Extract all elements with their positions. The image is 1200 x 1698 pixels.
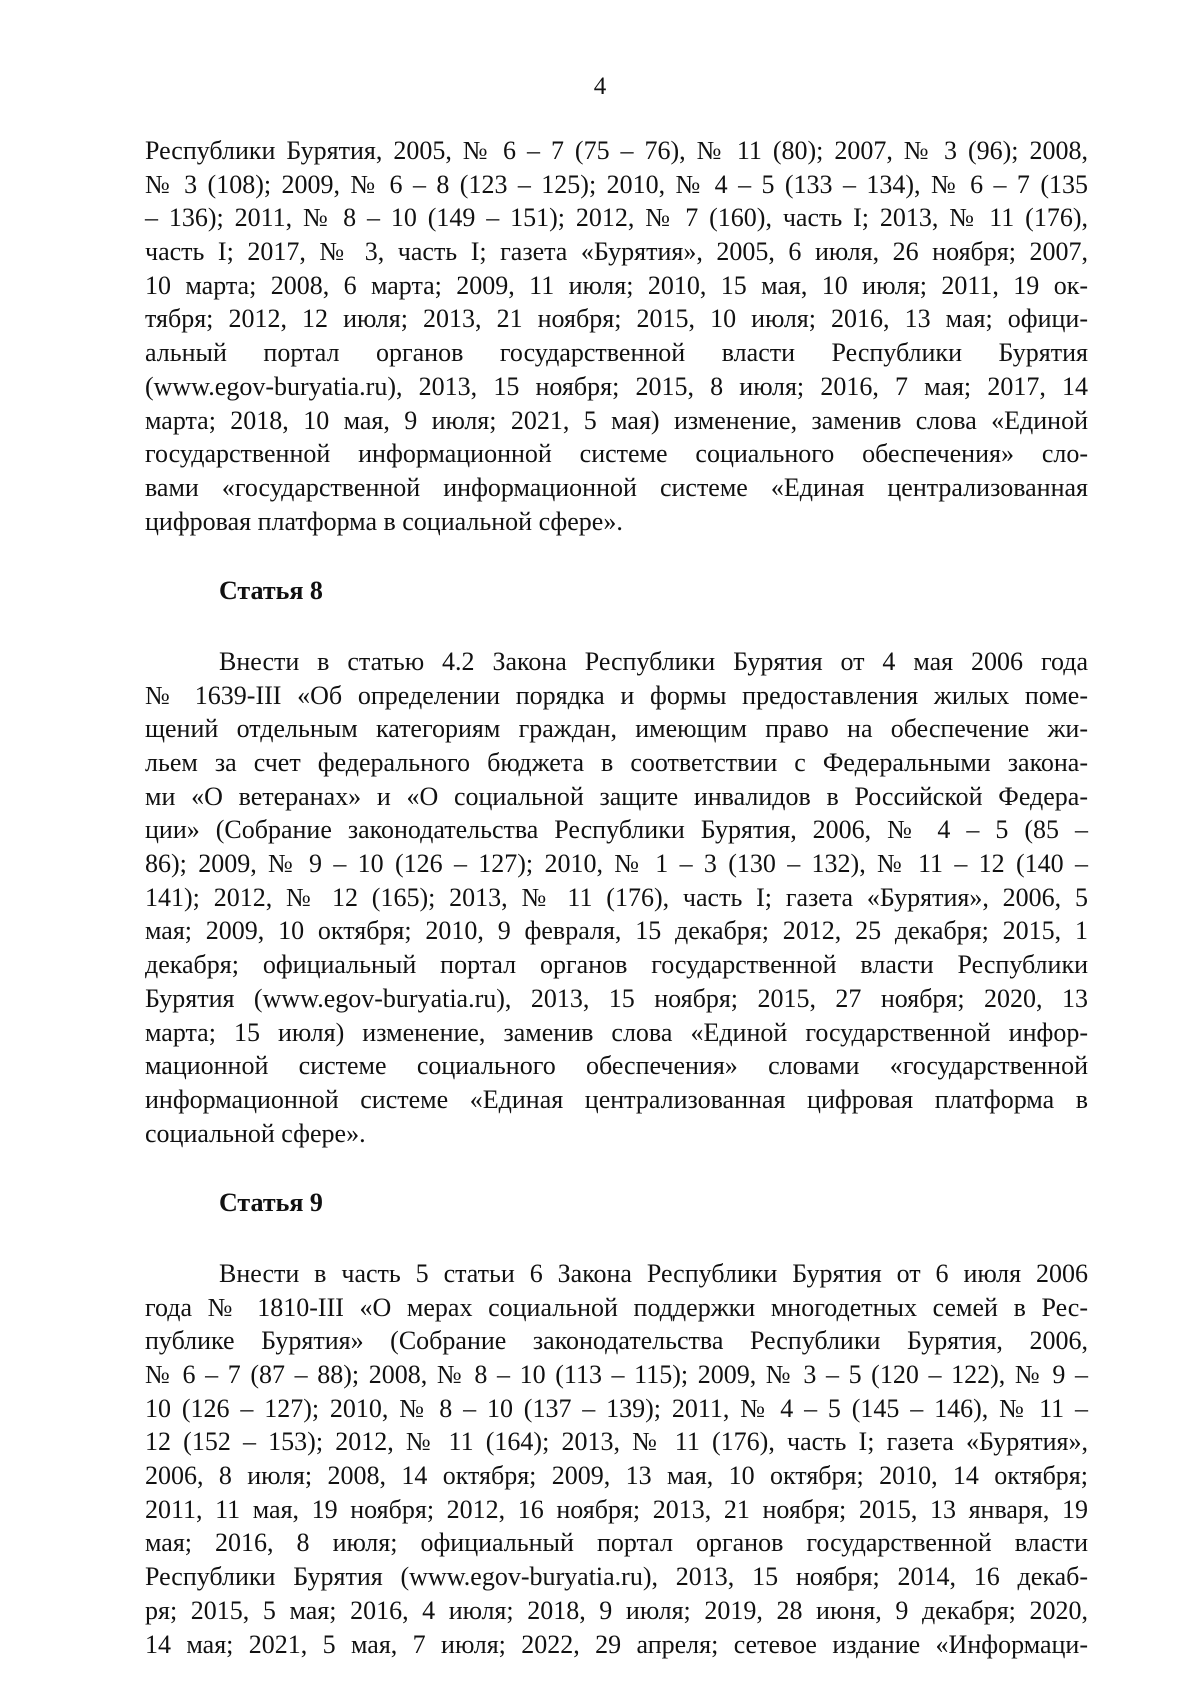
text-line: ря; 2015, 5 мая; 2016, 4 июля; 2018, 9 июля; 2019, 28 июня, 9 декабря; 2020, (145, 1595, 1088, 1625)
text-line: Бурятия (www.egov-buryatia.ru), 2013, 15 ноября; 2015, 27 ноября; 2020, 13 (145, 983, 1088, 1013)
text-line: 12 (152 – 153); 2012, № 11 (164); 2013, № 11 (176), часть I; газета «Бурятия», (145, 1427, 1088, 1457)
article-8-paragraph (145, 645, 1088, 1150)
text-line: цифровая платформа в социальной сфере». (145, 506, 623, 536)
text-line: года № 1810-III «О мерах социальной поддержки многодетных семей в Рес- (145, 1292, 1088, 1322)
text-line: Республики Бурятия (www.egov-buryatia.ru), 2013, 15 ноября; 2014, 16 декаб- (145, 1562, 1088, 1592)
document-body (145, 134, 1088, 1661)
text-line: Внести в статью 4.2 Закона Республики Бурятия от 4 мая 2006 года (219, 646, 1088, 676)
text-line: щений отдельным категориям граждан, имеющим право на обеспечение жи- (145, 714, 1088, 744)
text-line: 86); 2009, № 9 – 10 (126 – 127); 2010, № 1 – 3 (130 – 132), № 11 – 12 (140 – (145, 849, 1088, 879)
text-line: 10 (126 – 127); 2010, № 8 – 10 (137 – 139); 2011, № 4 – 5 (145 – 146), № 11 – (145, 1393, 1088, 1423)
text-line: 2011, 11 мая, 19 ноября; 2012, 16 ноября; 2013, 21 ноября; 2015, 13 января, 19 (145, 1494, 1088, 1524)
article-9-heading: Статья 9 (219, 1188, 323, 1218)
text-line: (www.egov-buryatia.ru), 2013, 15 ноября; 2015, 8 июля; 2016, 7 мая; 2017, 14 (145, 371, 1088, 401)
text-line: 14 мая; 2021, 5 мая, 7 июля; 2022, 29 апреля; сетевое издание «Информаци- (145, 1629, 1088, 1659)
paragraph-continuation (145, 134, 1088, 538)
text-line: марта; 2018, 10 мая, 9 июля; 2021, 5 мая) изменение, заменив слова «Единой (145, 405, 1088, 435)
text-line: Республики Бурятия, 2005, № 6 – 7 (75 – 76), № 11 (80); 2007, № 3 (96); 2008, (145, 136, 1088, 165)
text-line: мая; 2009, 10 октября; 2010, 9 февраля, 15 декабря; 2012, 25 декабря; 2015, 1 (145, 916, 1088, 946)
text-line: 2006, 8 июля; 2008, 14 октября; 2009, 13 мая, 10 октября; 2010, 14 октября; (145, 1461, 1088, 1491)
text-line: информационной системе «Единая централизованная цифровая платформа в (145, 1084, 1088, 1114)
text-line: социальной сфере». (145, 1118, 366, 1148)
text-line: марта; 15 июля) изменение, заменив слова «Единой государственной инфор- (145, 1017, 1088, 1047)
article-8-heading: Статья 8 (219, 576, 323, 606)
text-line: № 6 – 7 (87 – 88); 2008, № 8 – 10 (113 – 115); 2009, № 3 – 5 (120 – 122), № 9 – (145, 1360, 1088, 1390)
text-line: № 3 (108); 2009, № 6 – 8 (123 – 125); 2010, № 4 – 5 (133 – 134), № 6 – 7 (135 (145, 169, 1088, 199)
text-line: часть I; 2017, № 3, часть I; газета «Бурятия», 2005, 6 июля, 26 ноября; 2007, (145, 237, 1088, 267)
article-9-paragraph (145, 1257, 1088, 1661)
text-line: – 136); 2011, № 8 – 10 (149 – 151); 2012, № 7 (160), часть I; 2013, № 11 (176), (145, 203, 1088, 233)
text-line: мая; 2016, 8 июля; официальный портал органов государственной власти (145, 1528, 1088, 1558)
text-line: Внести в часть 5 статьи 6 Закона Республики Бурятия от 6 июля 2006 (219, 1258, 1088, 1288)
text-line: 10 марта; 2008, 6 марта; 2009, 11 июля; 2010, 15 мая, 10 июля; 2011, 19 ок- (145, 270, 1088, 300)
text-line: 141); 2012, № 12 (165); 2013, № 11 (176), часть I; газета «Бурятия», 2006, 5 (145, 882, 1088, 912)
text-line: льем за счет федерального бюджета в соответствии с Федеральными закона- (145, 748, 1088, 778)
text-line: тября; 2012, 12 июля; 2013, 21 ноября; 2015, 10 июля; 2016, 13 мая; офици- (145, 304, 1088, 334)
text-line: декабря; официальный портал органов государственной власти Республики (145, 950, 1088, 980)
text-line: государственной информационной системе социального обеспечения» сло- (145, 439, 1088, 469)
text-line: публике Бурятия» (Собрание законодательства Республики Бурятия, 2006, (145, 1326, 1088, 1356)
text-line: мационной системе социального обеспечения» словами «государственной (145, 1051, 1088, 1081)
text-line: № 1639-III «Об определении порядка и формы предоставления жилых поме- (145, 680, 1088, 710)
text-line: ции» (Собрание законодательства Республики Бурятия, 2006, № 4 – 5 (85 – (145, 815, 1088, 845)
page-number: 4 (593, 73, 607, 100)
text-line: вами «государственной информационной системе «Единая централизованная (145, 472, 1088, 502)
text-line: ми «О ветеранах» и «О социальной защите инвалидов в Российской Федера- (145, 781, 1088, 811)
text-line: альный портал органов государственной власти Республики Бурятия (145, 338, 1088, 368)
